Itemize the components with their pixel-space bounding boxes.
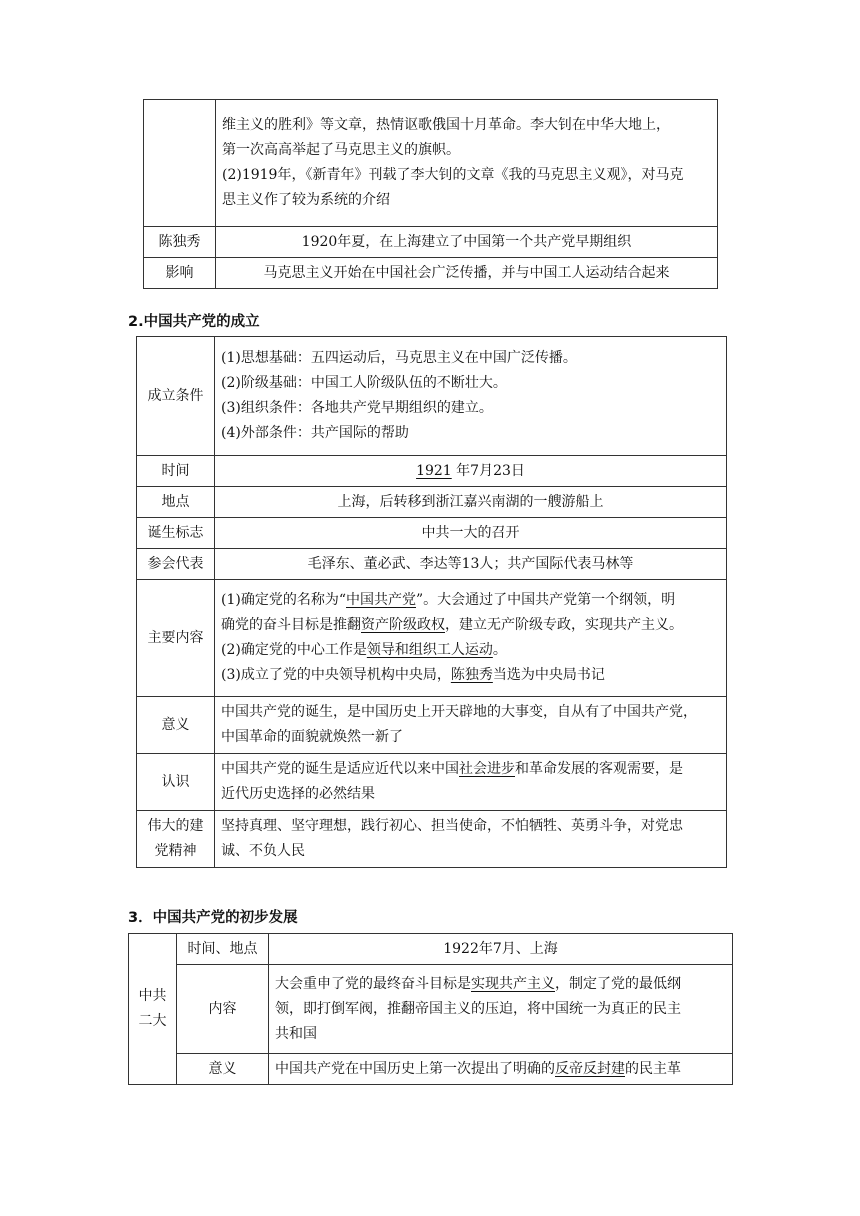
text-line: 共和国 xyxy=(275,1025,317,1042)
li-dazhao-content xyxy=(216,100,718,227)
row-label-place: 地点 xyxy=(137,487,215,518)
delegates-content: 毛泽东、董必武、李达等13人；共产国际代表马林等 xyxy=(215,549,727,580)
underlined-term: 反帝反封建 xyxy=(555,1060,625,1077)
text-line: 大会重申了党的最终奋斗目标是实现共产主义，制定了党的最低纲 xyxy=(275,975,681,992)
table-row xyxy=(129,965,733,1054)
text-line: 党精神 xyxy=(154,843,197,859)
table-row xyxy=(137,754,727,811)
row-label-main-content: 主要内容 xyxy=(137,580,215,697)
underlined-term: 陈独秀 xyxy=(450,667,493,683)
row-label-understanding: 认识 xyxy=(137,754,215,811)
place-content: 上海，后转移到浙江嘉兴南湖的一艘游船上 xyxy=(215,487,727,518)
significance-content xyxy=(215,697,727,754)
row-label-conditions: 成立条件 xyxy=(137,337,215,456)
party-founding-table xyxy=(136,336,727,868)
row-label-significance: 意义 xyxy=(137,697,215,754)
row-label-influence: 影响 xyxy=(144,258,216,289)
underlined-term: 社会进步 xyxy=(459,761,515,777)
spirit-content xyxy=(215,811,727,868)
chen-duxiu-content: 1920年夏，在上海建立了中国第一个共产党早期组织 xyxy=(216,227,718,258)
group-label-second-congress xyxy=(129,934,177,1085)
program-content xyxy=(269,965,733,1054)
table-row xyxy=(137,580,727,697)
table-row xyxy=(137,811,727,868)
time-content xyxy=(215,456,727,487)
text-line: (2)1919年，《新青年》刊载了李大钊的文章《我的马克思主义观》，对马克 xyxy=(222,167,684,183)
text-line: 中国革命的面貌就焕然一新了 xyxy=(221,729,403,745)
text-line: 诚、不负人民 xyxy=(221,843,305,859)
influence-content: 马克思主义开始在中国社会广泛传播，并与中国工人运动结合起来 xyxy=(216,258,718,289)
date-rest: 年7月23日 xyxy=(456,462,525,479)
symbol-content: 中共一大的召开 xyxy=(215,518,727,549)
underlined-term: 资产阶级政权 xyxy=(361,617,445,633)
text-line: 中国共产党的诞生是适应近代以来中国社会进步和革命发展的客观需要，是 xyxy=(221,761,683,777)
text-line: 第一次高高举起了马克思主义的旗帜。 xyxy=(222,142,460,158)
meaning-content: 中国共产党在中国历史上第一次提出了明确的反帝反封建的民主革 xyxy=(269,1054,733,1085)
row-label-symbol: 诞生标志 xyxy=(137,518,215,549)
marxism-spread-table xyxy=(143,99,718,289)
row-label-spirit xyxy=(137,811,215,868)
text-line: 思主义作了较为系统的介绍 xyxy=(222,192,390,208)
underlined-term: 领导和组织工人运动 xyxy=(366,642,493,658)
table-row xyxy=(129,934,733,965)
table-row xyxy=(144,258,718,289)
year-underlined: 1921 xyxy=(416,462,452,479)
main-content xyxy=(215,580,727,697)
time-place-content: 1922年7月、上海 xyxy=(269,934,733,965)
understanding-content xyxy=(215,754,727,811)
table-row xyxy=(137,487,727,518)
table-row xyxy=(137,518,727,549)
text-line: (2)确定党的中心工作是领导和组织工人运动。 xyxy=(221,642,507,658)
section-heading-founding: 2.中国共产党的成立 xyxy=(128,314,260,330)
text-line: 中国共产党的诞生，是中国历史上开天辟地的大事变，自从有了中国共产党， xyxy=(221,704,697,720)
text-line: 二大 xyxy=(138,1013,167,1029)
row-label-time-place: 时间、地点 xyxy=(177,934,269,965)
table-row xyxy=(137,456,727,487)
text-line: (1)思想基础：五四运动后，马克思主义在中国广泛传播。 xyxy=(221,350,577,366)
conditions-content xyxy=(215,337,727,456)
text-line: 伟大的建 xyxy=(147,818,204,834)
table-row xyxy=(137,337,727,456)
text-line: 中共 xyxy=(138,988,167,1004)
text-line: 领，即打倒军阀，推翻帝国主义的压迫，将中国统一为真正的民主 xyxy=(275,1000,681,1017)
row-label-meaning: 意义 xyxy=(177,1054,269,1085)
row-label-time: 时间 xyxy=(137,456,215,487)
text-line: 确党的奋斗目标是推翻资产阶级政权，建立无产阶级专政，实现共产主义。 xyxy=(221,617,683,633)
underlined-term: 中国共产党 xyxy=(346,592,416,608)
text-line: 近代历史选择的必然结果 xyxy=(221,786,375,802)
table-row xyxy=(129,1054,733,1085)
underlined-term: 实现共产主义 xyxy=(471,975,555,992)
row-label-content: 内容 xyxy=(177,965,269,1054)
text-line: 坚持真理、坚守理想，践行初心、担当使命，不怕牺牲、英勇斗争，对党忠 xyxy=(221,818,683,834)
text-line: (3)成立了党的中央领导机构中央局，陈独秀当选为中央局书记 xyxy=(221,667,605,683)
section-heading-development: 3．中国共产党的初步发展 xyxy=(128,910,298,926)
row-label-delegates: 参会代表 xyxy=(137,549,215,580)
second-congress-table xyxy=(128,933,733,1085)
table-row xyxy=(144,227,718,258)
row-label-chen-duxiu: 陈独秀 xyxy=(144,227,216,258)
row-label xyxy=(144,100,216,227)
text-line: 维主义的胜利》等文章，热情讴歌俄国十月革命。李大钊在中华大地上， xyxy=(222,117,670,133)
text-line: (2)阶级基础：中国工人阶级队伍的不断壮大。 xyxy=(221,375,507,391)
table-row xyxy=(144,100,718,227)
text-line: (3)组织条件：各地共产党早期组织的建立。 xyxy=(221,400,493,416)
table-row xyxy=(137,549,727,580)
text-line: (4)外部条件：共产国际的帮助 xyxy=(221,425,409,441)
text-line: (1)确定党的名称为“中国共产党”。大会通过了中国共产党第一个纲领，明 xyxy=(221,592,676,608)
table-row xyxy=(137,697,727,754)
